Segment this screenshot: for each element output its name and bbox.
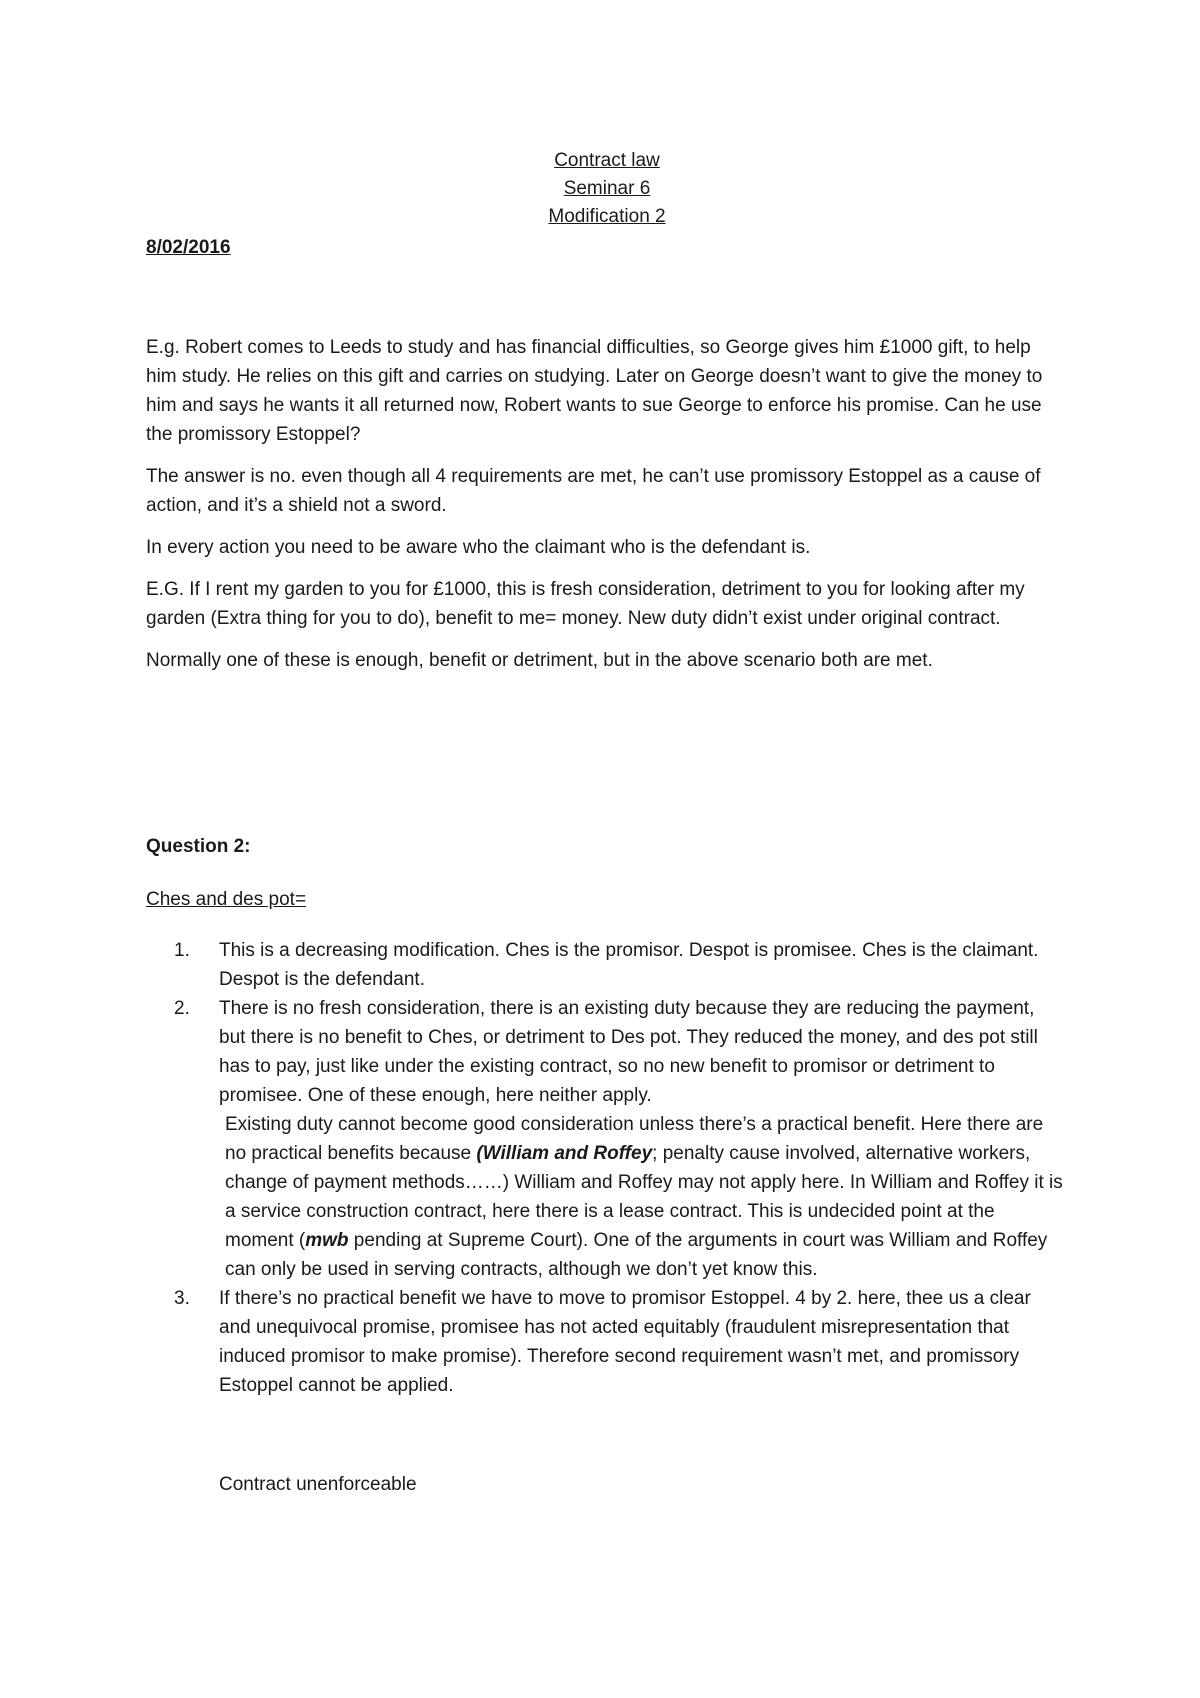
numbered-list [146, 936, 1066, 1400]
continuation-text: Existing duty cannot become good consideration unless there’s a practical benefit. Here there are no practical benefits because [225, 1114, 1044, 1164]
list-item [146, 936, 1066, 994]
list-text: This is a decreasing modification. Ches is the promisor. Despot is promisee. Ches is the claimant. Despot is the defendant. [219, 940, 1039, 990]
title-block [0, 147, 1200, 231]
case-name: mwb [305, 1230, 349, 1251]
continuation-text: ; penalty cause involved, alternative workers, change of payment methods……) William and Roffey may not apply here. In William and Roffey it is a service construction contract, here there is a lease contract. This is undecided point at the moment ( [225, 1143, 1063, 1251]
paragraph: The answer is no. even though all 4 requirements are met, he can’t use promissory Estoppel as a cause of action, and it’s a shield not a sword. [146, 466, 1041, 516]
paragraph: Normally one of these is enough, benefit or detriment, but in the above scenario both are met. [146, 650, 933, 671]
case-name: (William and Roffey [476, 1143, 653, 1164]
question-heading: Question 2: [146, 836, 251, 857]
list-number: 1. [174, 940, 190, 961]
list-text: If there’s no practical benefit we have to move to promisor Estoppel. 4 by 2. here, thee us a clear and unequivocal promise, promisee has not acted equitably (fraudulent misrepresentation that induced promisor to make promise). Therefore second requirement wasn’t met, and promissory Estoppel cannot be applied. [219, 1288, 1031, 1396]
doc-date: 8/02/2016 [146, 237, 231, 258]
list-item [146, 1284, 1066, 1400]
question-subheading: Ches and des pot= [146, 889, 307, 910]
paragraph: E.G. If I rent my garden to you for £1000, this is fresh consideration, detriment to you for looking after my garden (Extra thing for you to do), benefit to me= money. New duty didn’t exist under original contract. [146, 579, 1025, 629]
list-continuation [219, 1110, 1066, 1284]
doc-title: Contract law [554, 150, 660, 171]
doc-seminar: Seminar 6 [563, 178, 651, 199]
conclusion: Contract unenforceable [219, 1474, 417, 1495]
list-number: 3. [174, 1288, 190, 1309]
list-text: There is no fresh consideration, there is an existing duty because they are reducing the payment, but there is no benefit to Ches, or detriment to Des pot. They reduced the money, and des pot still has to pay, just like under the existing contract, so no new benefit to promisor or detriment to promisee. One of these enough, here neither apply. [219, 998, 1038, 1106]
notes-body [146, 333, 1066, 688]
doc-topic: Modification 2 [548, 206, 666, 227]
list-number: 2. [174, 998, 190, 1019]
list-item [146, 994, 1066, 1284]
paragraph: E.g. Robert comes to Leeds to study and has financial difficulties, so George gives him £1000 gift, to help him study. He relies on this gift and carries on studying. Later on George doesn’t want to give the money to him and says he wants it all returned now, Robert wants to sue George to enforce his promise. Can he use the promissory Estoppel? [146, 337, 1043, 445]
continuation-text: pending at Supreme Court). One of the arguments in court was William and Roffey can only be used in serving contracts, although we don’t yet know this. [225, 1230, 1048, 1280]
paragraph: In every action you need to be aware who the claimant who is the defendant is. [146, 537, 811, 558]
